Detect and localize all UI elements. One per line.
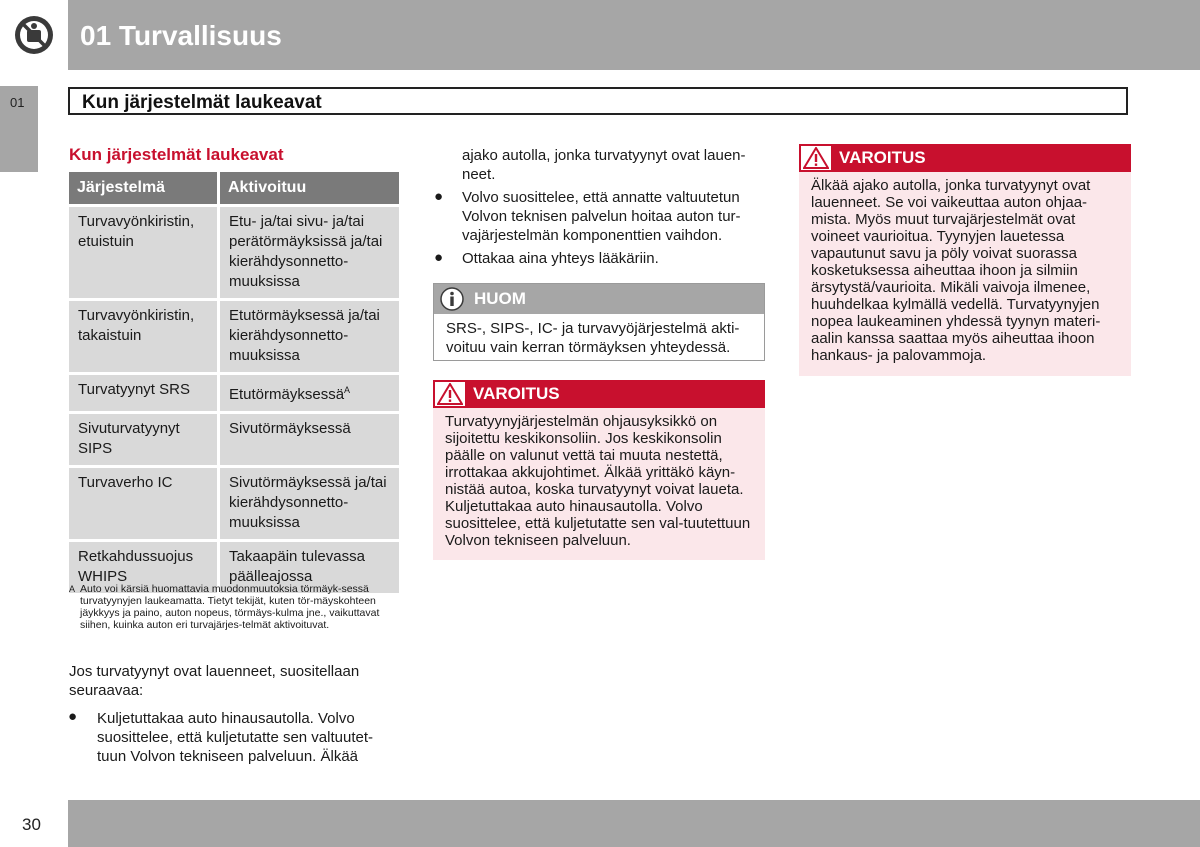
- warning-title: VAROITUS: [839, 148, 926, 167]
- note-text: SRS-, SIPS-, IC- ja turvavyöjärjestelmä akti-voituu vain kerran törmäyksen yhteydessä.: [446, 320, 740, 356]
- warning-text: Turvatyynyjärjestelmän ohjausyksikkö on sijoitettu keskikonsoliin. Jos keskikonsolin päälle on valunut vettä tai muuta nestettä, irrottakaa akkujohtimet. Älkää yrittäkö käyn-nistää autoa, koska turvatyynyt voivat laueta. Kuljetuttakaa auto hinausautolla. Volvo suosittelee, että kuljetutatte sen val-tuutettuun Volvon tekniseen palveluun.: [445, 413, 751, 549]
- bullet-dot-icon: ●: [68, 708, 78, 725]
- table-cell-system: Turvatyynyt SRS: [69, 375, 220, 411]
- table-cell-text: Etutörmäyksessä: [229, 386, 345, 403]
- intro-paragraph: Jos turvatyynyt ovat lauenneet, suositellaan seuraavaa:: [69, 663, 360, 699]
- page-number: 30: [22, 815, 41, 834]
- table-header-activates: Aktivoituu: [220, 172, 399, 204]
- footnote-text: Auto voi kärsiä huomattavia muodonmuutoksia törmäyk-sessä turvatyynyjen laukeamatta. Tietyt tekijät, kuten tör-mäyskohteen jäykkyys ja paino, auton nopeus, törmäys-kulma jne., vaikuttavat siihen, kuinka auton eri turvajärjes-telmät aktivoituvat.: [80, 583, 380, 631]
- warning-icon-box: [801, 146, 831, 170]
- table-row: [69, 207, 399, 298]
- table-row: [69, 414, 399, 465]
- warning-text: Älkää ajako autolla, jonka turvatyynyt ovat lauenneet. Se voi vaikeuttaa auton ohjaa-mista. Myös muut turvajärjestelmät ovat voineet vaurioitua. Tyynyjen lauetessa vapautunut savu ja pöly voivat suorassa kosketuksessa aiheuttaa ihoon ja silmiin ärsytystä/vaurioita. Mikäli vaivoja ilmenee, huuhdelkaa kylmällä vedellä. Turvatyynyjen nopea laukeaminen yhdessä tyynyn materi-aalin kanssa saattaa myös aiheuttaa ihoon hankaus- ja palovammoja.: [811, 177, 1101, 364]
- warning-header: [433, 380, 765, 408]
- table-cell-system: Turvavyönkiristin, etuistuin: [69, 207, 220, 298]
- footnote-reference: A: [344, 385, 351, 395]
- note-box: [433, 283, 765, 361]
- table-cell-system: Retkahdussuojus WHIPS: [69, 542, 220, 593]
- header-icon-box: [0, 0, 68, 70]
- footnote-mark: A: [69, 584, 76, 594]
- warning-box: [433, 380, 765, 560]
- table-header-row: [69, 172, 399, 204]
- bullet-text: Kuljetuttakaa auto hinausautolla. Volvo suosittelee, että kuljetutatte sen valtuutet-tuun Volvon tekniseen palveluun. Älkää: [97, 710, 373, 765]
- chapter-title: 01 Turvallisuus: [80, 20, 282, 51]
- bullet-text: Volvo suosittelee, että annatte valtuutetun Volvon teknisen palvelun hoitaa auton tur-vajärjestelmän komponenttien vaihdon.: [462, 189, 741, 244]
- table-cell-activates: Takaapäin tulevassa päälleajossa: [220, 542, 399, 593]
- table-row: [69, 468, 399, 539]
- table-cell-activates: Etutörmäyksessä ja/tai kierähdysonnetto-muuksissa: [220, 301, 399, 372]
- table-header-system: Järjestelmä: [69, 172, 220, 204]
- table-cell-system: Sivuturvatyynyt SIPS: [69, 414, 220, 465]
- bullet-text: Ottakaa aina yhteys lääkäriin.: [462, 250, 659, 267]
- info-icon: [440, 287, 464, 311]
- table-row: [69, 375, 399, 411]
- note-header: [434, 284, 764, 314]
- table-cell-activates: Etu- ja/tai sivu- ja/tai perätörmäyksissä ja/tai kierähdysonnetto-muuksissa: [220, 207, 399, 298]
- table-cell-activates: Sivutörmäyksessä ja/tai kierähdysonnetto-muuksissa: [220, 468, 399, 539]
- warning-triangle-icon: [437, 383, 463, 405]
- continued-text: ajako autolla, jonka turvatyynyt ovat lauen-neet.: [462, 147, 746, 183]
- page-footer: [68, 800, 1200, 847]
- table-row: [69, 301, 399, 372]
- warning-box: [799, 144, 1131, 376]
- chapter-side-tab-label: 01: [10, 95, 25, 110]
- bullet-dot-icon: ●: [434, 188, 444, 205]
- note-title: HUOM: [474, 289, 526, 308]
- activation-table: [69, 169, 399, 596]
- section-title: Kun järjestelmät laukeavat: [82, 92, 322, 113]
- warning-header: [799, 144, 1131, 172]
- subheading: Kun järjestelmät laukeavat: [69, 145, 284, 164]
- table-cell-activates: Sivutörmäyksessä: [220, 414, 399, 465]
- table-cell-system: Turvavyönkiristin, takaistuin: [69, 301, 220, 372]
- table-cell-activates: [220, 375, 399, 411]
- bullet-dot-icon: ●: [434, 249, 444, 266]
- table-cell-system: Turvaverho IC: [69, 468, 220, 539]
- warning-triangle-icon: [803, 147, 829, 169]
- seatbelt-prohibited-icon: [13, 14, 55, 56]
- warning-title: VAROITUS: [473, 384, 560, 403]
- warning-icon-box: [435, 382, 465, 406]
